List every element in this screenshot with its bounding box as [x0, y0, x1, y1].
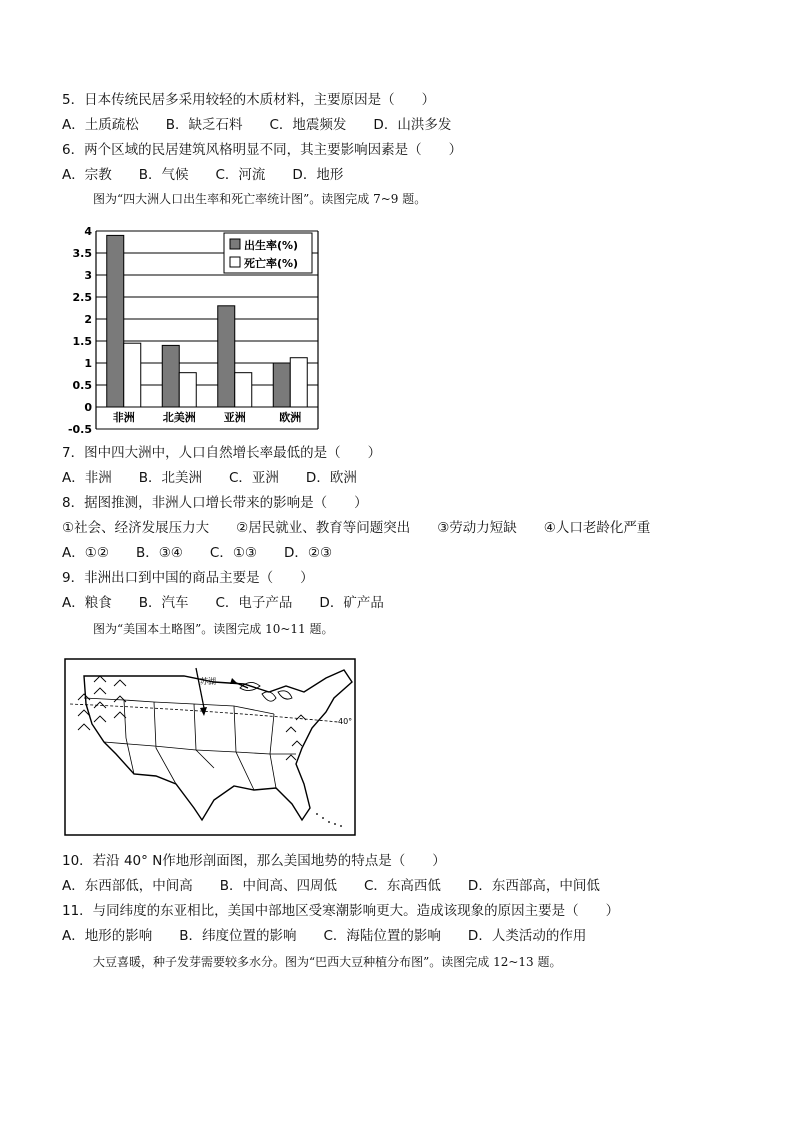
category-label: 北美洲: [162, 411, 196, 424]
y-tick-label: 2.5: [72, 291, 92, 304]
q5-stem: 5．日本传统民居多采用较轻的木质材料，主要原因是（ ）: [62, 92, 436, 108]
q5-options: A．土质疏松 B．缺乏石料 C．地震频发 D．山洪多发: [62, 117, 452, 133]
bar-birth: [107, 235, 124, 407]
q11-options: A．地形的影响 B．纬度位置的影响 C．海陆位置的影响 D．人类活动的作用: [62, 928, 587, 944]
q7-stem: 7．图中四大洲中，人口自然增长率最低的是（ ）: [62, 445, 382, 461]
intro-7-9: 图为“四大洲人口出生率和死亡率统计图”。读图完成 7~9 题。: [93, 192, 427, 206]
category-label: 非洲: [112, 411, 135, 424]
bar-death: [124, 343, 141, 407]
bar-birth: [218, 306, 235, 407]
legend-swatch: [230, 257, 240, 267]
q8-options: A．①② B．③④ C．①③ D．②③: [62, 545, 333, 561]
bar-birth: [162, 345, 179, 407]
q7-options: A．非洲 B．北美洲 C．亚洲 D．欧洲: [62, 470, 357, 486]
q11-stem: 11．与同纬度的东亚相比，美国中部地区受寒潮影响更大。造成该现象的原因主要是（ ）: [62, 903, 620, 919]
y-tick-label: 0.5: [72, 379, 92, 392]
y-tick-label: 3.5: [72, 247, 92, 260]
q10-stem: 10．若沿 40° N作地形剖面图，那么美国地势的特点是（ ）: [62, 853, 446, 869]
q8-stem: 8．据图推测，非洲人口增长带来的影响是（ ）: [62, 495, 368, 511]
birth-death-rate-chart: [64, 225, 322, 435]
lake-label: 苏湖: [200, 677, 216, 686]
q10-options: A．东西部低，中间高 B．中间高、四周低 C．东高西低 D．东西部高，中间低: [62, 878, 600, 894]
y-tick-label: 4: [84, 225, 92, 238]
bar-death: [290, 358, 307, 407]
us-mainland-map: [64, 658, 356, 836]
legend-label: 出生率(%): [244, 239, 299, 252]
legend-label: 死亡率(%): [244, 257, 299, 270]
q6-stem: 6．两个区域的民居建筑风格明显不同，其主要影响因素是（ ）: [62, 142, 463, 158]
q6-options: A．宗教 B．气候 C．河流 D．地形: [62, 167, 344, 183]
y-tick-label: -0.5: [67, 423, 92, 435]
y-tick-label: 1.5: [72, 335, 92, 348]
bar-birth: [273, 363, 290, 407]
y-tick-label: 2: [84, 313, 92, 326]
y-tick-label: 1: [84, 357, 92, 370]
bar-death: [235, 373, 252, 407]
category-label: 亚洲: [223, 411, 246, 424]
intro-12-13: 大豆喜暖，种子发芽需要较多水分。图为“巴西大豆种植分布图”。读图完成 12~13 题。: [93, 955, 562, 969]
latitude-label: 40°: [338, 717, 353, 726]
q8-items: ①社会、经济发展压力大 ②居民就业、教育等问题突出 ③劳动力短缺 ④人口老龄化严重: [62, 520, 651, 536]
q9-stem: 9．非洲出口到中国的商品主要是（ ）: [62, 570, 314, 586]
q9-options: A．粮食 B．汽车 C．电子产品 D．矿产品: [62, 595, 384, 611]
bar-death: [179, 373, 196, 407]
legend-swatch: [230, 239, 240, 249]
y-tick-label: 0: [84, 401, 92, 414]
category-label: 欧洲: [279, 411, 302, 424]
y-tick-label: 3: [84, 269, 92, 282]
intro-10-11: 图为“美国本土略图”。读图完成 10~11 题。: [93, 622, 334, 636]
